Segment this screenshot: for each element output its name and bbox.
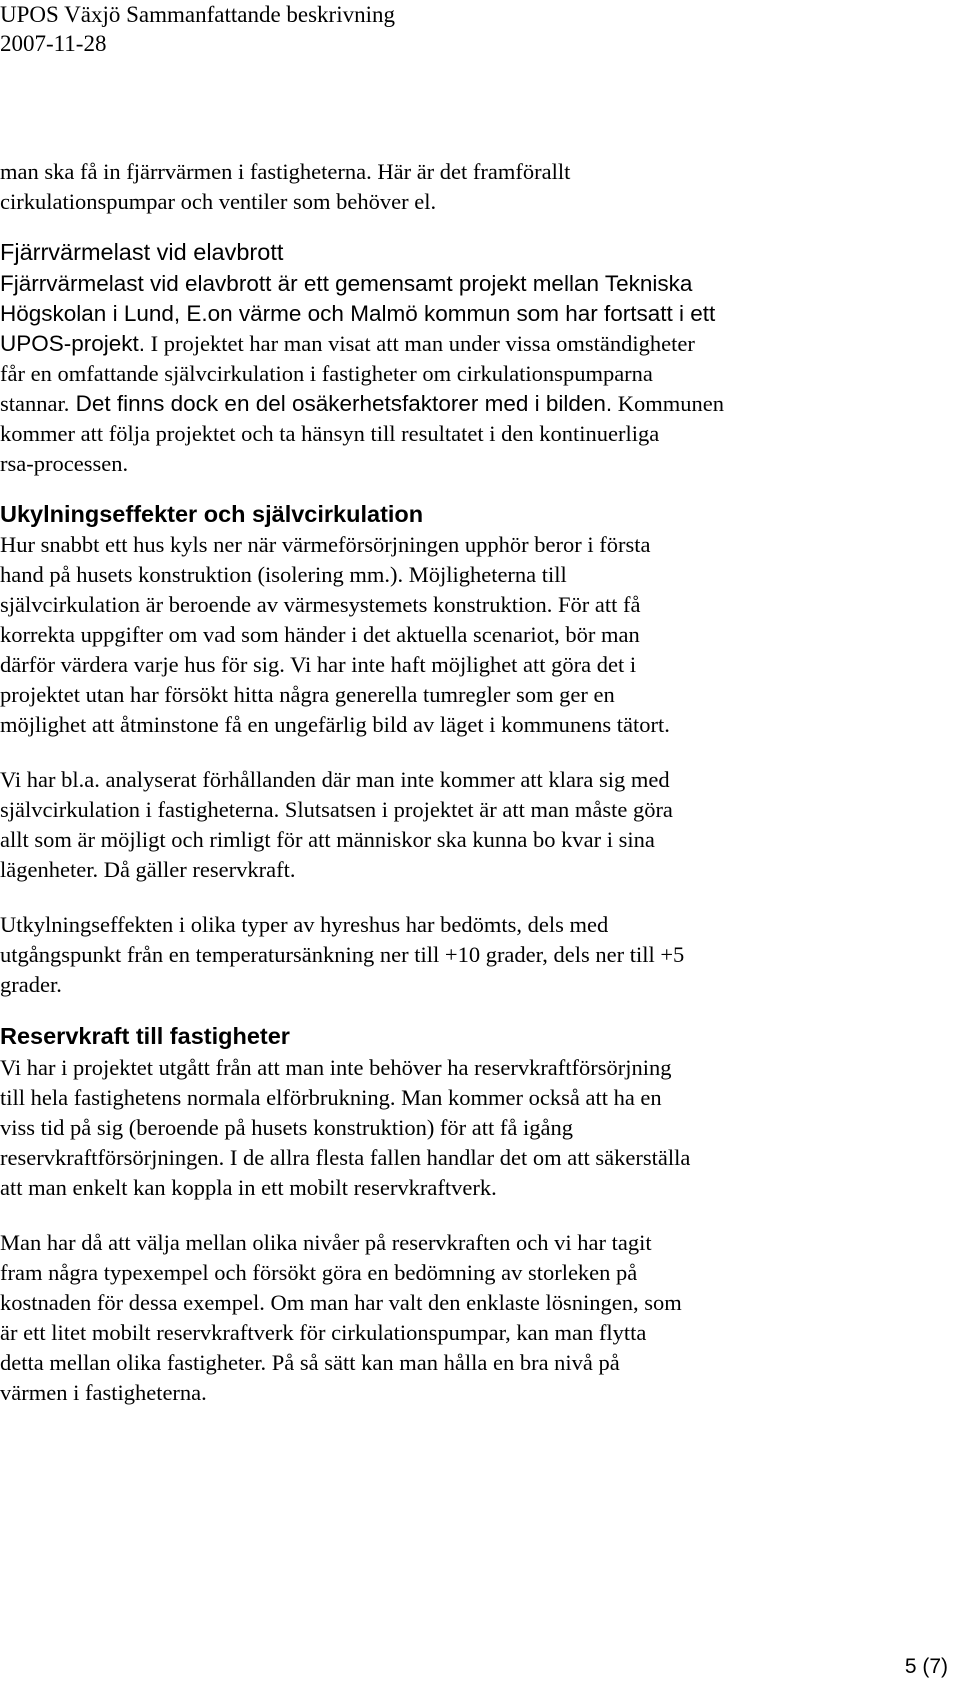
paragraph-line: reservkraftförsörjningen. I de allra flesta fallen handlar det om att säkerställa [0,1145,691,1170]
document-body [0,157,955,1408]
paragraph-line: Hur snabbt ett hus kyls ner när värmeförsörjningen upphör beror i första [0,532,651,557]
paragraph-line: Utkylningseffekten i olika typer av hyreshus har bedömts, dels med [0,912,609,937]
paragraph-line: korrekta uppgifter om vad som händer i det aktuella scenariot, bör man [0,622,640,647]
paragraph-line: värmen i fastigheterna. [0,1380,207,1405]
paragraph-line: grader. [0,972,62,997]
paragraph-line [0,389,955,419]
paragraph-line: att man enkelt kan koppla in ett mobilt reservkraftverk. [0,1175,497,1200]
paragraph-line: kommer att följa projektet och ta hänsyn till resultatet i den kontinuerliga [0,421,660,446]
inline-text: stannar. [0,391,70,416]
paragraph-line: självcirkulation är beroende av värmesystemets konstruktion. För att få [0,592,641,617]
inline-text: UPOS-projekt. [0,331,146,356]
paragraph-line: Fjärrvärmelast vid elavbrott är ett gemensamt projekt mellan Tekniska [0,271,693,296]
paragraph-line: är ett litet mobilt reservkraftverk för cirkulationspumpar, kan man flytta [0,1320,647,1345]
paragraph-line: rsa-processen. [0,451,129,476]
paragraph-line: utgångspunkt från en temperatursänkning ner till +10 grader, dels ner till +5 [0,942,685,967]
paragraph-line: till hela fastighetens normala elförbrukning. Man kommer också att ha en [0,1085,662,1110]
paragraph-line: kostnaden för dessa exempel. Om man har valt den enklaste lösningen, som [0,1290,682,1315]
paragraph-line: man ska få in fjärrvärmen i fastigheterna. Här är det framförallt [0,159,571,184]
paragraph-line [0,329,955,359]
paragraph-line: projektet utan har försökt hitta några generella tumregler som ger en [0,682,615,707]
paragraph-line: fram några typexempel och försökt göra en bedömning av storleken på [0,1260,638,1285]
section-heading-fjarrvarmelast: Fjärrvärmelast vid elavbrott [0,239,284,265]
paragraph-line: möjlighet att åtminstone få en ungefärlig bild av läget i kommunens tätort. [0,712,670,737]
section-heading-ukylningseffekter: Ukylningseffekter och självcirkulation [0,501,424,527]
paragraph-line: Vi har bl.a. analyserat förhållanden där man inte kommer att klara sig med [0,767,670,792]
paragraph-line: cirkulationspumpar och ventiler som behöver el. [0,189,437,214]
paragraph-line: därför värdera varje hus för sig. Vi har inte haft möjlighet att göra det i [0,652,637,677]
section-heading-reservkraft: Reservkraft till fastigheter [0,1023,290,1049]
inline-text: Det finns dock en del osäkerhetsfaktorer med i bilden. [69,391,613,416]
paragraph-line: Vi har i projektet utgått från att man inte behöver ha reservkraftförsörjning [0,1055,672,1080]
paragraph-line: Man har då att välja mellan olika nivåer på reservkraften och vi har tagit [0,1230,652,1255]
paragraph-line: självcirkulation i fastigheterna. Slutsatsen i projektet är att man måste göra [0,797,673,822]
inline-text: Kommunen [612,391,725,416]
page-header [0,0,960,58]
paragraph-line: Högskolan i Lund, E.on värme och Malmö kommun som har fortsatt i ett [0,301,716,326]
paragraph-line: allt som är möjligt och rimligt för att människor ska kunna bo kvar i sina [0,827,655,852]
paragraph-line: lägenheter. Då gäller reservkraft. [0,857,296,882]
paragraph-line: hand på husets konstruktion (isolering mm.). Möjligheterna till [0,562,567,587]
inline-text: I projektet har man visat att man under vissa omständigheter [145,331,695,356]
paragraph-line: detta mellan olika fastigheter. På så sätt kan man hålla en bra nivå på [0,1350,620,1375]
document-date: 2007-11-28 [0,31,107,56]
document-title: UPOS Växjö Sammanfattande beskrivning [0,2,395,27]
page-number: 5 (7) [904,1655,948,1678]
paragraph-line: får en omfattande självcirkulation i fastigheter om cirkulationspumparna [0,361,653,386]
paragraph-line: viss tid på sig (beroende på husets konstruktion) för att få igång [0,1115,574,1140]
